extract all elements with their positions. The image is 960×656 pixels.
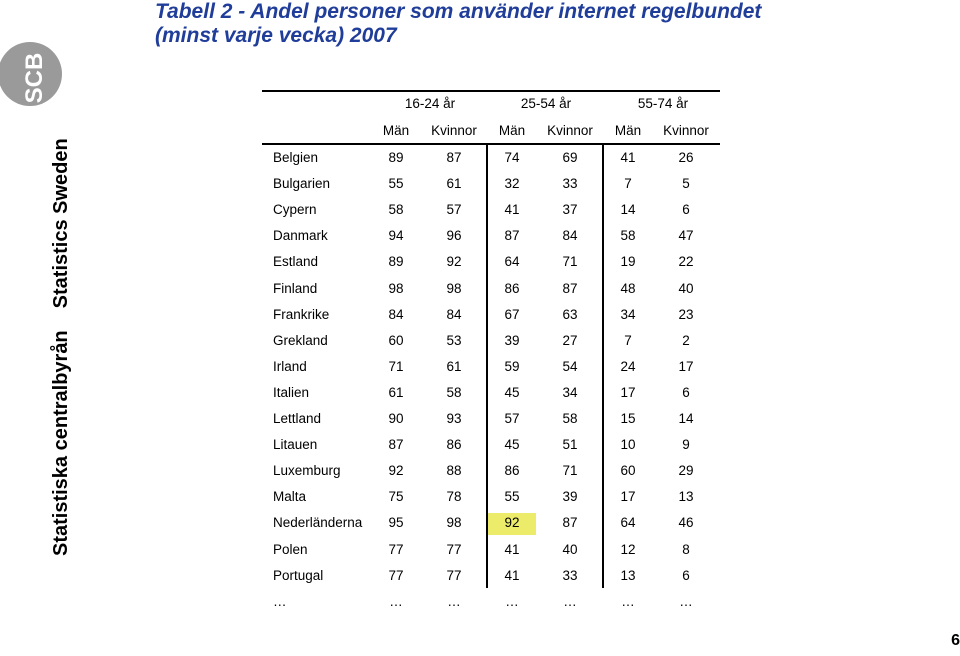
value-cell: 13	[620, 567, 636, 583]
value-cell: 41	[504, 202, 520, 218]
value-cell: 58	[446, 384, 462, 400]
table-header-rule	[262, 143, 720, 145]
country-cell: Portugal	[273, 567, 324, 583]
value-cell: 98	[446, 280, 462, 296]
value-cell: 34	[620, 306, 636, 322]
sex-column-header: Kvinnor	[431, 123, 477, 138]
value-cell: 84	[446, 306, 462, 322]
country-cell: Nederländerna	[273, 515, 363, 531]
value-cell: 98	[446, 515, 462, 531]
value-cell: 89	[388, 254, 404, 270]
age-group-header: 25-54 år	[520, 96, 572, 111]
country-cell: Luxemburg	[273, 463, 341, 479]
value-cell: 77	[446, 541, 462, 557]
value-cell: 71	[562, 463, 578, 479]
column-group-divider	[486, 143, 488, 588]
value-cell: 86	[504, 280, 520, 296]
value-cell: 71	[388, 358, 404, 374]
country-cell: Lettland	[273, 411, 322, 426]
country-cell: Litauen	[273, 437, 318, 453]
value-cell: 55	[388, 176, 404, 192]
side-text-swedish: Statistiska centralbyrån	[50, 330, 72, 556]
age-group-header: 16-24 år	[404, 96, 456, 111]
country-cell: Grekland	[273, 332, 328, 348]
value-cell: 40	[678, 280, 694, 296]
value-cell: 55	[504, 489, 520, 505]
value-cell: 96	[446, 228, 462, 244]
value-cell: 40	[562, 541, 578, 557]
value-cell: 92	[504, 515, 520, 531]
value-cell: 58	[562, 411, 578, 426]
value-cell: 24	[620, 358, 636, 374]
country-cell: Frankrike	[273, 306, 330, 322]
value-cell: 14	[678, 411, 694, 426]
logo-text: SCB	[21, 52, 48, 104]
value-cell: 93	[446, 411, 462, 426]
value-cell: 37	[562, 202, 578, 218]
value-cell: …	[389, 593, 403, 609]
value-cell: 75	[388, 489, 404, 505]
page-title	[155, 0, 945, 48]
value-cell: 98	[388, 280, 404, 296]
value-cell: …	[621, 593, 635, 609]
value-cell: 39	[504, 332, 520, 348]
value-cell: 61	[446, 358, 462, 374]
value-cell: 86	[504, 463, 520, 479]
value-cell: 74	[504, 150, 520, 165]
value-cell: 78	[446, 489, 462, 505]
value-cell: 89	[388, 150, 404, 165]
value-cell: …	[679, 593, 693, 609]
value-cell: 53	[446, 332, 462, 348]
sex-column-header: Män	[382, 123, 410, 138]
value-cell: 61	[446, 176, 462, 192]
value-cell: 6	[682, 567, 690, 583]
value-cell: 15	[620, 411, 636, 426]
value-cell: 13	[678, 489, 694, 505]
value-cell: 41	[620, 150, 636, 165]
country-cell: Bulgarien	[273, 176, 331, 192]
value-cell: 9	[682, 437, 690, 453]
country-cell: Italien	[273, 384, 310, 400]
table-top-rule	[262, 90, 720, 92]
value-cell: 10	[620, 437, 636, 453]
value-cell: 33	[562, 176, 578, 192]
sex-column-header: Män	[614, 123, 642, 138]
country-cell: Irland	[273, 358, 307, 374]
value-cell: 7	[624, 332, 632, 348]
country-cell: Polen	[273, 541, 308, 557]
value-cell: 57	[446, 202, 462, 218]
value-cell: 88	[446, 463, 462, 479]
country-cell: Finland	[273, 280, 318, 296]
value-cell: 84	[388, 306, 404, 322]
value-cell: 84	[562, 228, 578, 244]
value-cell: 64	[504, 254, 520, 270]
value-cell: 6	[682, 202, 690, 218]
value-cell: 51	[562, 437, 578, 453]
country-cell: …	[273, 593, 287, 609]
value-cell: 32	[504, 176, 520, 192]
value-cell: 77	[446, 567, 462, 583]
value-cell: 92	[388, 463, 404, 479]
value-cell: 63	[562, 306, 578, 322]
value-cell: 58	[388, 202, 404, 218]
value-cell: 33	[562, 567, 578, 583]
value-cell: 69	[562, 150, 578, 165]
value-cell: 48	[620, 280, 636, 296]
scb-logo	[0, 30, 62, 118]
value-cell: 8	[682, 541, 690, 557]
value-cell: 87	[388, 437, 404, 453]
value-cell: 26	[678, 150, 694, 165]
value-cell: 5	[682, 176, 690, 192]
value-cell: 19	[620, 254, 636, 270]
value-cell: 23	[678, 306, 694, 322]
value-cell: 47	[678, 228, 694, 244]
country-cell: Malta	[273, 489, 307, 505]
value-cell: 92	[446, 254, 462, 270]
page-number: 6	[951, 632, 960, 649]
title-line-1: Tabell 2 - Andel personer som använder internet regelbundet	[155, 0, 762, 23]
value-cell: 27	[562, 332, 578, 348]
value-cell: 14	[620, 202, 636, 218]
value-cell: 45	[504, 384, 520, 400]
value-cell: …	[505, 593, 519, 609]
value-cell: 17	[678, 358, 694, 374]
sex-column-header: Kvinnor	[547, 123, 593, 138]
value-cell: 17	[620, 489, 636, 505]
value-cell: 64	[620, 515, 636, 531]
country-cell: Estland	[273, 254, 319, 270]
column-group-divider	[602, 143, 604, 588]
value-cell: …	[563, 593, 577, 609]
value-cell: 22	[678, 254, 694, 270]
value-cell: 6	[682, 384, 690, 400]
title-line-2: (minst varje vecka) 2007	[155, 24, 397, 47]
value-cell: 41	[504, 567, 520, 583]
value-cell: 61	[388, 384, 404, 400]
value-cell: 60	[620, 463, 636, 479]
value-cell: 87	[562, 280, 578, 296]
value-cell: 94	[388, 228, 404, 244]
value-cell: 12	[620, 541, 636, 557]
value-cell: 39	[562, 489, 578, 505]
value-cell: 34	[562, 384, 578, 400]
value-cell: 90	[388, 411, 404, 426]
value-cell: 17	[620, 384, 636, 400]
country-cell: Cypern	[273, 202, 317, 218]
country-cell: Belgien	[273, 150, 319, 165]
value-cell: 46	[678, 515, 694, 531]
value-cell: 2	[682, 332, 690, 348]
value-cell: 77	[388, 567, 404, 583]
value-cell: 60	[388, 332, 404, 348]
value-cell: 77	[388, 541, 404, 557]
sex-column-header: Män	[498, 123, 526, 138]
value-cell: 7	[624, 176, 632, 192]
value-cell: 54	[562, 358, 578, 374]
value-cell: 71	[562, 254, 578, 270]
value-cell: 86	[446, 437, 462, 453]
value-cell: 87	[446, 150, 462, 165]
value-cell: 95	[388, 515, 404, 531]
value-cell: 58	[620, 228, 636, 244]
value-cell: 41	[504, 541, 520, 557]
value-cell: 59	[504, 358, 520, 374]
value-cell: 87	[562, 515, 578, 531]
value-cell: …	[447, 593, 461, 609]
sex-column-header: Kvinnor	[663, 123, 709, 138]
value-cell: 45	[504, 437, 520, 453]
value-cell: 67	[504, 306, 520, 322]
value-cell: 57	[504, 411, 520, 426]
country-cell: Danmark	[273, 228, 328, 244]
age-group-header: 55-74 år	[637, 96, 689, 111]
side-brand-text	[50, 138, 73, 556]
value-cell: 87	[504, 228, 520, 244]
side-text-english: Statistics Sweden	[50, 138, 72, 309]
value-cell: 29	[678, 463, 694, 479]
